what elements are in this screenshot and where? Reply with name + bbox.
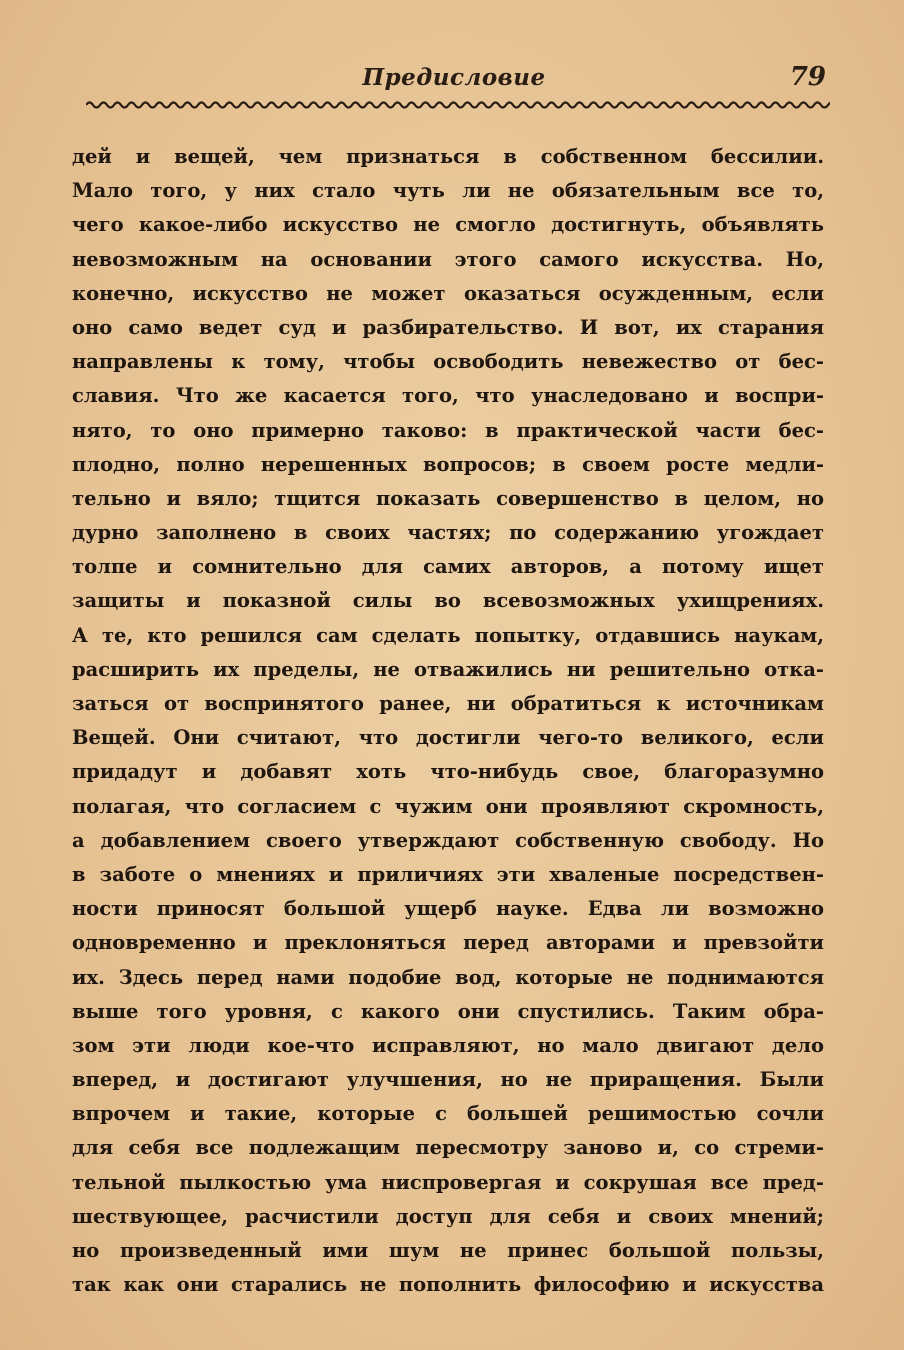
text-line: зом эти люди кое-что исправляют, но мало двигают дело [72,1033,824,1057]
text-line: направлены к тому, чтобы освободить невежество от бес- [72,350,824,374]
running-head-title: Предисловие [362,64,546,91]
text-line: а добавлением своего утверждают собственную свободу. Но [72,828,824,852]
text-line: придадут и добавят хоть что-нибудь свое, благоразумно [72,760,824,784]
text-line: защиты и показной силы во всевозможных ухищрениях. [72,589,824,613]
text-line: выше того уровня, с какого они спустились. Таким обра- [72,999,824,1023]
text-line: невозможным на основании этого самого искусства. Но, [72,247,824,271]
body-text [72,140,824,1302]
text-line: их. Здесь перед нами подобие вод, которые не поднимаются [72,965,824,989]
text-line: расширить их пределы, не отважились ни решительно отка- [72,657,824,681]
text-line: славия. Что же касается того, что унаследовано и воспри- [72,384,824,408]
text-line: тельно и вяло; тщится показать совершенство в целом, но [72,486,824,510]
running-header [78,62,830,98]
text-line: Вещей. Они считают, что достигли чего-то великого, если [72,726,824,750]
text-line: Мало того, у них стало чуть ли не обязательным все то, [72,179,824,203]
text-line: в заботе о мнениях и приличиях эти хваленые посредствен- [72,862,824,886]
text-line: но произведенный ими шум не принес большой пользы, [72,1239,824,1262]
text-line: нято, то оно примерно таково: в практической части бес- [72,418,824,442]
text-line: А те, кто решился сам сделать попытку, отдавшись наукам, [72,623,824,647]
text-line: оно само ведет суд и разбирательство. И вот, их старания [72,315,824,339]
page-number: 79 [789,62,826,92]
text-line: так как они старались не пополнить философию и искусства [72,1273,824,1297]
text-line: впрочем и такие, которые с большей решимостью сочли [72,1102,824,1126]
ornament-wave-icon [86,98,830,112]
ornamental-rule [86,98,830,112]
text-line: ности приносят большой ущерб науке. Едва ли возможно [72,897,824,921]
text-line: вперед, и достигают улучшения, но не приращения. Были [72,1068,824,1092]
text-line: толпе и сомнительно для самих авторов, а потому ищет [72,555,824,579]
text-line: полагая, что согласием с чужим они проявляют скромность, [72,794,824,818]
text-line: тельной пылкостью ума ниспровергая и сокрушая все пред- [72,1170,824,1194]
text-line: заться от воспринятого ранее, ни обратиться к источникам [72,692,824,715]
text-line: плодно, полно нерешенных вопросов; в своем росте медли- [72,452,824,476]
text-line: дей и вещей, чем признаться в собственном бессилии. [72,145,824,168]
text-line: шествующее, расчистили доступ для себя и своих мнений; [72,1204,824,1228]
text-line: одновременно и преклоняться перед авторами и превзойти [72,931,824,955]
text-line: конечно, искусство не может оказаться осужденным, если [72,281,824,305]
text-line: чего какое-либо искусство не смогло достигнуть, объявлять [72,213,824,237]
text-line: дурно заполнено в своих частях; по содержанию угождает [72,521,824,545]
text-line: для себя все подлежащим пересмотру заново и, со стреми- [72,1136,824,1160]
